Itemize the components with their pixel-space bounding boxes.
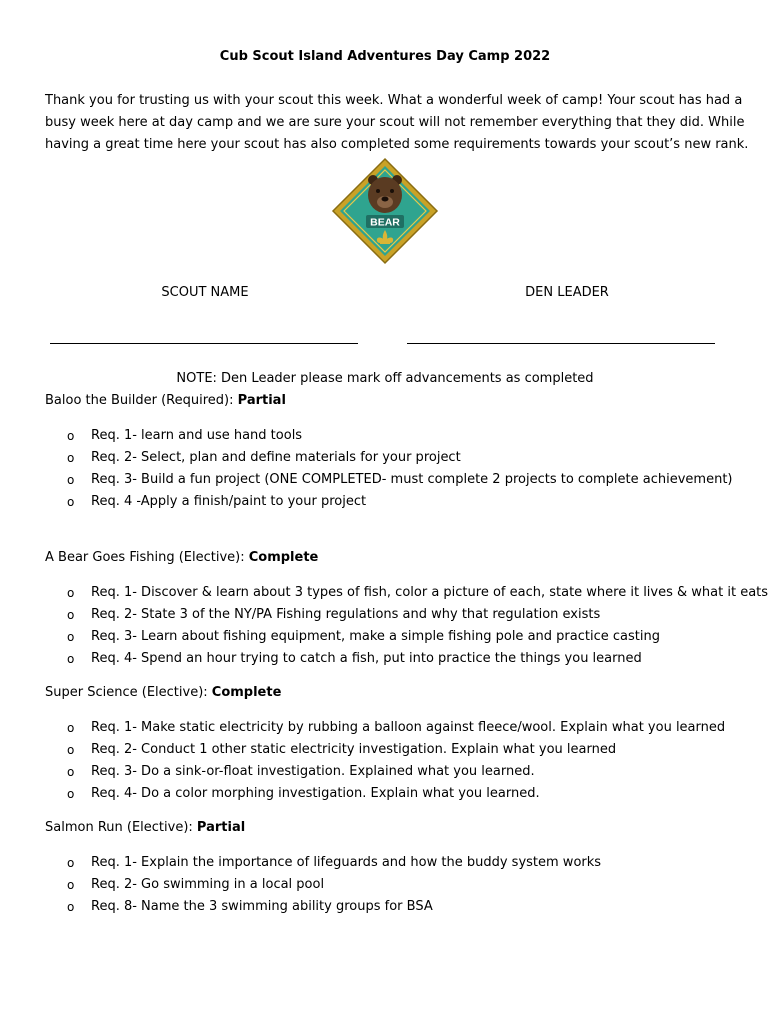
requirement-text: Req. 8- Name the 3 swimming ability groups for BSA	[91, 899, 433, 914]
requirement-text: Req. 2- Go swimming in a local pool	[91, 877, 325, 892]
list-item	[45, 896, 765, 918]
list-item	[45, 626, 765, 648]
section-status: Complete	[211, 685, 282, 700]
section-status: Partial	[196, 820, 246, 835]
list-item	[45, 604, 765, 626]
requirement-list	[45, 852, 765, 918]
list-item	[45, 852, 765, 874]
requirement-text: Req. 1- Make static electricity by rubbing a balloon against fleece/wool. Explain what you learned	[91, 720, 726, 735]
list-item	[45, 469, 765, 491]
list-item	[45, 425, 765, 447]
list-item	[45, 739, 765, 761]
requirement-list	[45, 717, 765, 805]
list-item	[45, 648, 765, 670]
bullet-icon: o	[67, 878, 75, 892]
list-item	[45, 491, 765, 513]
section-name: Baloo the Builder (Required):	[45, 393, 238, 408]
section-name: Super Science (Elective):	[45, 685, 212, 700]
intro-paragraph	[45, 90, 749, 156]
section-heading	[45, 549, 765, 567]
bullet-icon: o	[67, 743, 75, 757]
bullet-icon: o	[67, 429, 75, 443]
list-item	[45, 874, 765, 896]
bullet-icon: o	[67, 473, 75, 487]
requirement-text: Req. 3- Learn about fishing equipment, make a simple fishing pole and practice casting	[91, 629, 660, 644]
section-heading	[45, 684, 765, 702]
section-baloo-the-builder	[45, 392, 765, 513]
section-super-science	[45, 684, 765, 805]
document-title: Cub Scout Island Adventures Day Camp 2022	[219, 49, 551, 64]
bullet-icon: o	[67, 451, 75, 465]
requirement-text: Req. 2- State 3 of the NY/PA Fishing regulations and why that regulation exists	[91, 607, 601, 622]
bullet-icon: o	[67, 608, 75, 622]
requirement-list	[45, 425, 765, 513]
section-name: A Bear Goes Fishing (Elective):	[45, 550, 249, 565]
requirement-text: Req. 4- Spend an hour trying to catch a fish, put into practice the things you learned	[91, 651, 642, 666]
requirement-text: Req. 3- Do a sink-or-float investigation. Explained what you learned.	[91, 764, 535, 779]
requirement-text: Req. 4 -Apply a finish/paint to your project	[91, 494, 367, 509]
intro-line: Thank you for trusting us with your scout this week. What a wonderful week of camp! Your scout has had a	[45, 93, 743, 108]
scout-name-label: SCOUT NAME	[161, 285, 249, 300]
bear-head-icon	[368, 175, 402, 213]
section-status: Partial	[237, 393, 286, 408]
den-leader-label: DEN LEADER	[525, 285, 609, 300]
bullet-icon: o	[67, 856, 75, 870]
requirement-list	[45, 582, 769, 670]
requirement-text: Req. 2- Select, plan and define materials for your project	[91, 450, 461, 465]
bullet-icon: o	[67, 652, 75, 666]
den-leader-note: NOTE: Den Leader please mark off advancements as completed	[176, 371, 594, 386]
section-heading	[45, 392, 765, 410]
scout-name-signature-line	[50, 343, 358, 344]
section-name: Salmon Run (Elective):	[45, 820, 197, 835]
requirement-text: Req. 3- Build a fun project (ONE COMPLETED- must complete 2 projects to complete achievement)	[91, 472, 733, 487]
bullet-icon: o	[67, 495, 75, 509]
bullet-icon: o	[67, 900, 75, 914]
badge-label: BEAR	[370, 216, 400, 229]
intro-line: busy week here at day camp and we are sure your scout will not remember everything that they did. While	[45, 115, 745, 130]
section-a-bear-goes-fishing	[45, 549, 769, 670]
section-status: Complete	[248, 550, 319, 565]
list-item	[45, 761, 765, 783]
bullet-icon: o	[67, 721, 75, 735]
section-heading	[45, 819, 765, 837]
requirement-text: Req. 2- Conduct 1 other static electricity investigation. Explain what you learned	[91, 742, 617, 757]
requirement-text: Req. 4- Do a color morphing investigation. Explain what you learned.	[91, 786, 540, 801]
bear-rank-badge	[330, 156, 440, 266]
list-item	[45, 783, 765, 805]
den-leader-signature-line	[407, 343, 715, 344]
requirement-text: Req. 1- Discover & learn about 3 types of fish, color a picture of each, state where it lives & what it eats	[91, 585, 769, 600]
bullet-icon: o	[67, 630, 75, 644]
bullet-icon: o	[67, 765, 75, 779]
requirement-text: Req. 1- Explain the importance of lifeguards and how the buddy system works	[91, 855, 602, 870]
list-item	[45, 447, 765, 469]
list-item	[45, 717, 765, 739]
list-item	[45, 582, 769, 604]
bullet-icon: o	[67, 586, 75, 600]
bullet-icon: o	[67, 787, 75, 801]
section-salmon-run	[45, 819, 765, 918]
intro-line: having a great time here your scout has also completed some requirements towards your scout’s new rank.	[45, 137, 749, 152]
requirement-text: Req. 1- learn and use hand tools	[91, 428, 303, 443]
